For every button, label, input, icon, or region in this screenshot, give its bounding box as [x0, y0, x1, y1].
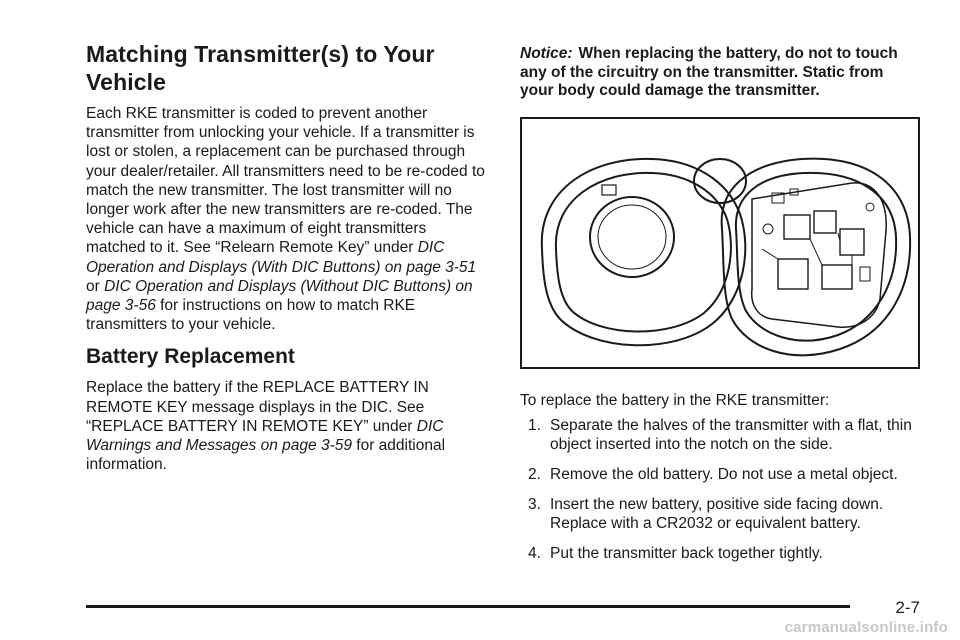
step-3: 3. Insert the new battery, positive side facing down. Replace with a CR2032 or equivalent battery. — [528, 495, 884, 532]
battery-intro: To replace the battery in the RKE transmitter: — [520, 391, 830, 409]
battery-paragraph — [86, 378, 486, 474]
section-heading-matching-transmitters: Matching Transmitter(s) to Your Vehicle — [86, 41, 435, 95]
battery-text-1: Replace the battery if the REPLACE BATTERY IN REMOTE KEY message displays in the DIC. See “REPLACE BATTERY IN REMOTE KEY” under — [86, 379, 429, 435]
step-2: 2. Remove the old battery. Do not use a metal object. — [528, 465, 898, 483]
step-4: 4. Put the transmitter back together tightly. — [528, 544, 823, 562]
section-heading-battery-replacement: Battery Replacement — [86, 345, 295, 369]
step-1: 1. Separate the halves of the transmitter with a flat, thin object inserted into the notch on the side. — [528, 416, 912, 453]
site-watermark[interactable]: carmanualsonline.info — [784, 619, 948, 636]
ref-dic-with-buttons[interactable]: DIC Operation and Displays (With DIC Buttons) on page 3-51 — [86, 239, 477, 276]
left-column — [86, 40, 486, 474]
left-shell-outer — [542, 158, 746, 344]
notice-text: When replacing the battery, do not to touch any of the circuitry on the transmitter. Static from your body could damage the transmitter. — [520, 45, 898, 99]
left-shell-inner — [556, 172, 731, 331]
matching-text-3: for instructions on how to match RKE transmitters to your vehicle. — [86, 297, 416, 334]
ref-dic-warnings[interactable]: DIC Warnings and Messages on page 3-59 — [86, 417, 444, 455]
opened-transmitter-drawing — [522, 119, 918, 367]
matching-text-1: Each RKE transmitter is coded to prevent another transmitter from unlocking your vehicle. If a transmitter is lost or stolen, a replacement can be purchased through your dealer/retailer. All transmitters need to be re-coded to match the new transmitter. The lost transmitter will no longer work after the new transmitters are re-coded. The vehicle can have a maximum of eight transmitters matched to it. See “Relearn Remote Key” under — [86, 105, 485, 257]
transmitter-illustration — [520, 117, 920, 369]
page-number: 2-7 — [895, 598, 920, 617]
matching-paragraph — [86, 104, 486, 334]
notice-block — [520, 45, 920, 101]
notice-label: Notice: — [520, 45, 573, 62]
ref-dic-without-buttons[interactable]: DIC Operation and Displays (Without DIC Buttons) on page 3-56 — [86, 277, 473, 315]
battery-steps — [520, 416, 920, 563]
battery-cavity — [590, 197, 674, 277]
matching-text-2: or — [86, 277, 105, 295]
footer-rule — [86, 605, 850, 608]
right-column — [520, 45, 920, 574]
battery-text-2: for additional information. — [86, 437, 446, 474]
